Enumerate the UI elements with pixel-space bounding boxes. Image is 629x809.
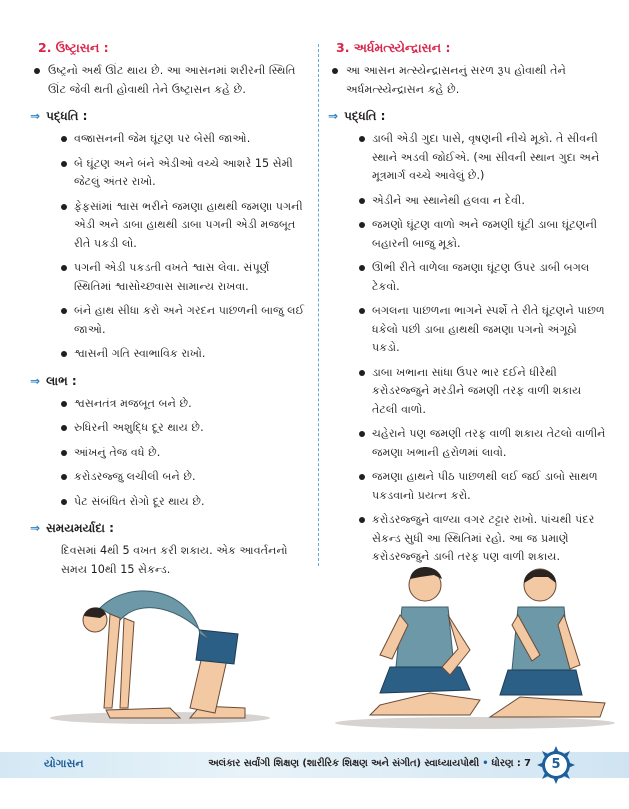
ustrasana-benefits-list <box>30 395 310 512</box>
list-item: વજ્રાસનની જેમ ઘૂંટણ પર બેસી જાઓ. <box>30 130 310 149</box>
list-item: ડાબી એડી ગુદા પાસે, વૃષણની નીચે મૂકો. તે સીવની સ્થાને અડવી જોઈએ. (આ સીવની સ્થાન ગુદા અને મૂત્રમાર્ગ વચ્ચે આવેલું છે.) <box>328 130 606 186</box>
list-item: આંખનું તેજ વધે છે. <box>30 444 310 463</box>
ardha-intro-list <box>328 62 606 99</box>
page-number-badge <box>536 745 576 785</box>
ardha-method-list <box>328 130 606 567</box>
list-item: રુધિરની અશુદ્ધિ દૂર થાય છે. <box>30 419 310 438</box>
bullet-icon <box>34 68 40 74</box>
list-item: જમણા હાથને પીઠ પાછળથી લઈ જઈ ડાબો સાથળ પકડવાનો પ્રયત્ન કરો. <box>328 468 606 505</box>
ustrasana-method-title: ⇒ પદ્ધતિ : <box>30 109 88 123</box>
list-item: શ્વાસની ગતિ સ્વાભાવિક રાખો. <box>30 345 310 364</box>
arrow-right-icon: ⇒ <box>328 109 339 123</box>
list-item: ચહેરાને પણ જમણી તરફ વાળી શકાય તેટલો વાળીને જમણા ખભાની હરોળમાં લાવો. <box>328 425 606 462</box>
list-item: આ આસન મત્સ્યેન્દ્રાસનનું સરળ રૂપ હોવાથી તેને અર્ધમત્સ્યેન્દ્રાસન કહે છે. <box>328 62 606 99</box>
list-item: ઊભી રીતે વાળેલા જમણા ઘૂંટણ ઉપર ડાબી બગલ ટેકવો. <box>328 259 606 296</box>
ustrasana-illustration <box>40 568 280 728</box>
list-item: કરોડરજ્જુને વાળ્યા વગર ટટ્ટાર રાખો. પાંચથી પંદર સેકન્ડ સુધી આ સ્થિતિમાં રહો. આ જ પ્રમાણે કરોડરજ્જુને ડાબી તરફ પણ વાળી શકાય. <box>328 511 606 567</box>
column-divider <box>318 44 319 566</box>
list-item: શ્વસનતંત્ર મજબૂત બને છે. <box>30 395 310 414</box>
list-item: બે ઘૂંટણ અને બંને એડીઓ વચ્ચે આશરે 15 સેમી જેટલું અંતર રાખો. <box>30 155 310 192</box>
list-item: બંને હાથ સીધા કરો અને ગરદન પાછળની બાજુ લઈ જાઓ. <box>30 302 310 339</box>
ustrasana-duration-text: દિવસમાં 4થી 5 વખત કરી શકાય. એક આવર્તનનો સમય 10થી 15 સેકન્ડ. <box>61 544 288 576</box>
ardha-matsyendrasana-heading: 3. અર્ધમત્સ્યેન્દ્રાસન : <box>336 40 451 55</box>
list-item: કરોડરજ્જુ લચીલી બને છે. <box>30 468 310 487</box>
ardha-matsyendrasana-illustration <box>330 555 620 735</box>
ardha-method-title: ⇒ પદ્ધતિ : <box>328 109 386 123</box>
footer-section-name: યોગાસન <box>44 757 84 770</box>
list-item: ઉષ્ટ્રનો અર્થ ઊંટ થાય છે. આ આસનમાં શરીરની સ્થિતિ ઊંટ જેવી થતી હોવાથી તેને ઉષ્ટ્રાસન કહે છે. <box>30 62 310 99</box>
page-number: 5 <box>551 757 561 772</box>
arrow-right-icon: ⇒ <box>30 521 41 535</box>
ustrasana-method-list <box>30 130 310 364</box>
list-item: પેટ સંબંધિત રોગો દૂર થાય છે. <box>30 493 310 512</box>
page-footer <box>0 752 629 778</box>
ustrasana-intro-list <box>30 62 310 99</box>
left-column <box>30 40 310 579</box>
arrow-right-icon: ⇒ <box>30 373 41 388</box>
list-item: પગની એડી પકડતી વખતે શ્વાસ લેવા. સંપૂર્ણ સ્થિતિમાં શ્વાસોચ્છ્વાસ સામાન્ય રાખવા. <box>30 259 310 296</box>
list-item: એડીને આ સ્થાનેથી હલવા ન દેવી. <box>328 192 606 211</box>
right-column <box>328 40 606 573</box>
list-item: ડાબા ખભાના સાંધા ઉપર ભાર દઈને ધીરેથી કરોડરજ્જુને મરડીને જમણી તરફ વાળી શકાય તેટલી વાળો. <box>328 364 606 420</box>
ustrasana-benefits-title: ⇒ લાભ : <box>30 373 77 388</box>
list-item: જમણો ઘૂંટણ વાળો અને જમણી ઘૂંટી ડાબા ઘૂંટણની બહારની બાજુ મૂકો. <box>328 216 606 253</box>
footer-book-title: અલંકાર સર્વાંગી શિક્ષણ (શારીરિક શિક્ષણ અને સંગીત) સ્વાધ્યાયપોથી • ધોરણ : 7 <box>208 758 531 769</box>
arrow-right-icon: ⇒ <box>30 109 41 123</box>
ustrasana-duration-title: ⇒ સમયમર્યાદા : <box>30 521 114 535</box>
list-item: ફેફસાંમાં શ્વાસ ભરીને જમણા હાથથી જમણા પગની એડી અને ડાબા હાથથી ડાબા પગની એડી મજબૂત રીતે પકડી લો. <box>30 198 310 254</box>
list-item: બગલના પાછળના ભાગને સ્પર્શે તે રીતે ઘૂંટણને પાછળ ધકેલો પછી ડાબા હાથથી જમણા પગનો અંગૂઠો પકડો. <box>328 302 606 358</box>
ustrasana-heading: 2. ઉષ્ટ્રાસન : <box>38 40 109 55</box>
bullet-icon <box>332 68 338 74</box>
